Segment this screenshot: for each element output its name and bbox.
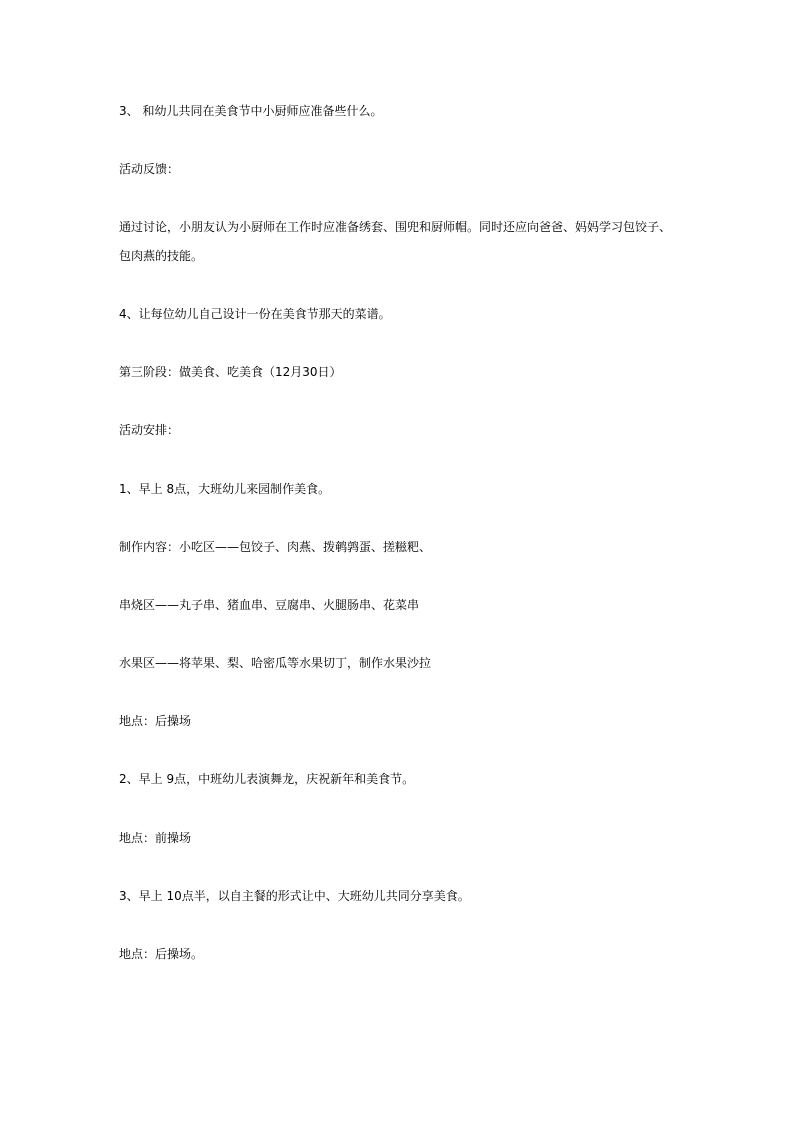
step-3-text: 3、 和幼儿共同在美食节中小厨师应准备些什么。 [119,104,383,118]
activity-feedback-heading: 活动反馈： [119,162,180,176]
production-content-snack-zone: 制作内容：小吃区——包饺子、肉燕、拨鹌鹑蛋、搓糍粑、 [119,540,432,554]
step-4-text: 4、让每位幼儿自己设计一份在美食节那天的菜谱。 [119,307,391,321]
phase-3-heading: 第三阶段：做美食、吃美食（12月30日） [119,365,342,379]
location-front-playground: 地点：前操场 [119,831,192,845]
location-back-playground-1: 地点：后操场 [119,714,192,728]
feedback-paragraph-line-2: 包肉燕的技能。 [119,249,204,263]
production-content-fruit-zone: 水果区——将苹果、梨、哈密瓜等水果切丁，制作水果沙拉 [119,656,432,670]
feedback-paragraph-line-1: 通过讨论，小朋友认为小厨师在工作时应准备绣套、围兜和厨师帽。同时还应向爸爸、妈妈学习包饺子、 [119,220,672,234]
production-content-skewer-zone: 串烧区——丸子串、猪血串、豆腐串、火腿肠串、花菜串 [119,598,420,612]
activity-schedule-heading: 活动安排： [119,423,180,437]
schedule-item-1: 1、早上 8点，大班幼儿来园制作美食。 [119,482,331,496]
schedule-item-3: 3、早上 10点半，以自主餐的形式让中、大班幼儿共同分享美食。 [119,889,470,903]
location-back-playground-2: 地点：后操场。 [119,947,204,961]
schedule-item-2: 2、早上 9点，中班幼儿表演舞龙，庆祝新年和美食节。 [119,772,415,786]
